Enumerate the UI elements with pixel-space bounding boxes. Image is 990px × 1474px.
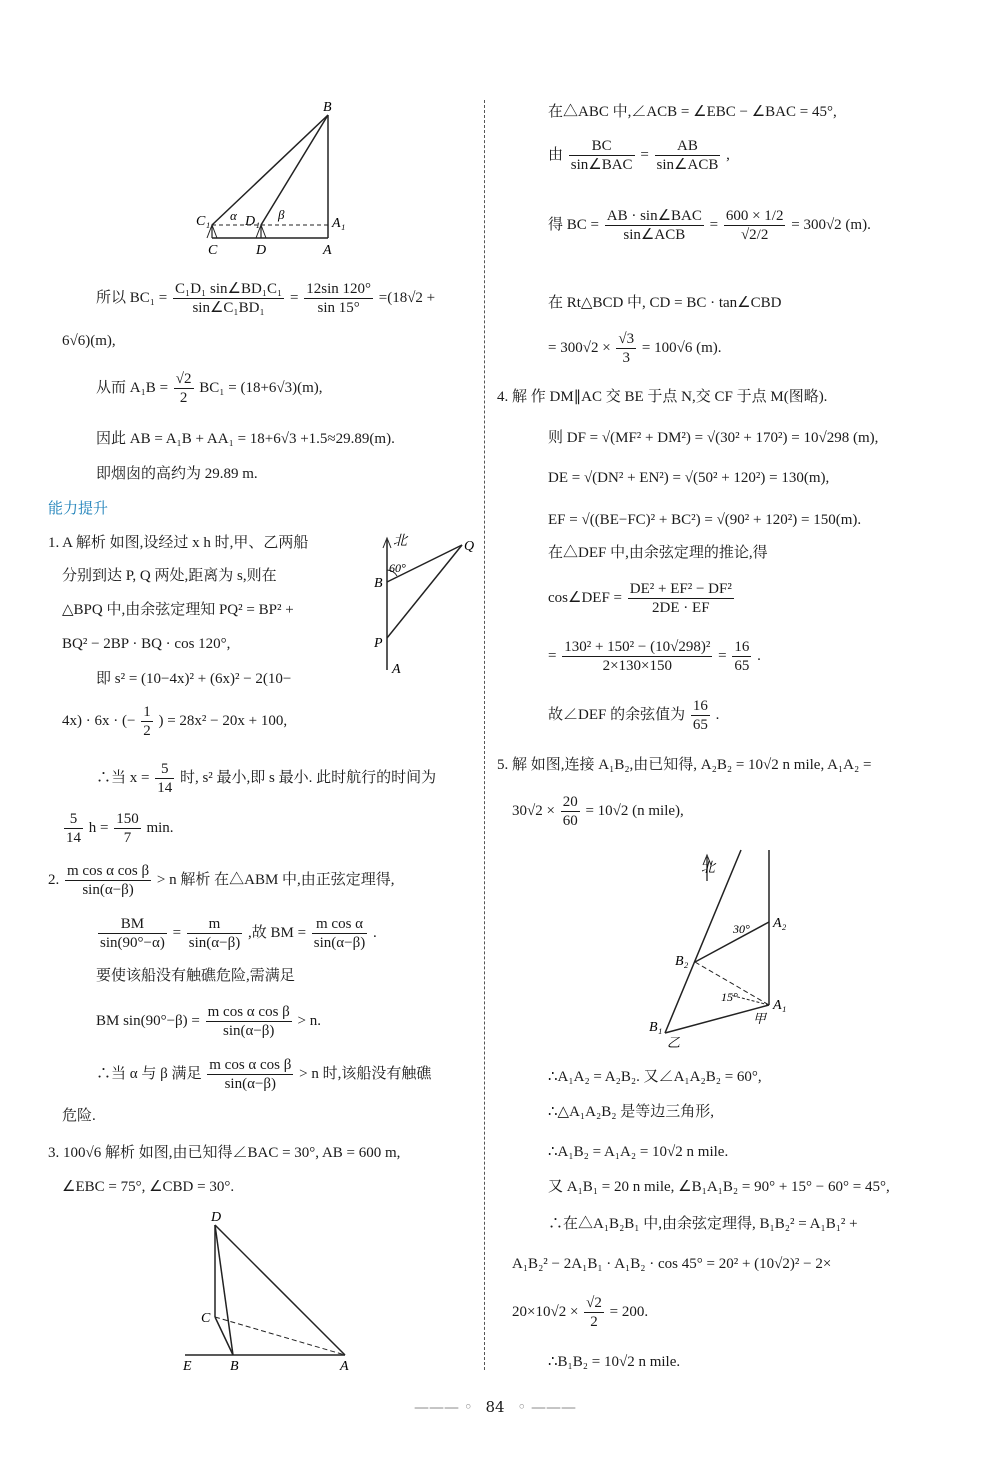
page-number: 84 [485, 1398, 505, 1416]
fig1-label-B: B [323, 100, 332, 115]
right-line-3: 得 BC = $\frac{\text{AB · sin∠BAC}}{\text{sin∠ACB}}$ = $\frac{600 \times 1/2}{√2/2}$ = 300√2 (m). [548, 208, 871, 243]
p1-line-7: ∴当 x = $\frac{5}{14}$ 时, s² 最小,即 s 最小. 此时航行的时间为 [96, 761, 437, 796]
right-line-15: 30√2 × $\frac{20}{60}$ = 10√2 (n mile), [512, 794, 684, 829]
right-line-5: = 300√2 × $\frac{√3}{3}$ = 100√6 (m). [548, 331, 722, 366]
right-line-9: EF = √((BE−FC)² + BC²) = √(90² + 120²) = 150(m). [548, 512, 862, 528]
figure-navigation [645, 845, 805, 1050]
p2-line-6: 危险. [62, 1108, 96, 1124]
right-line-7: 则 DF = √(MF² + DM²) = √(30² + 170²) = 10√298 (m), [548, 430, 879, 446]
right-line-14: 5. 解 如图,连接 A₁B₂,由已知得, A₂B₂ = 10√2 n mile, A₁A₂ = [497, 757, 872, 773]
p2-line-1: 2. $\frac{\text{m cos α cos β}}{\sin(\alpha-\beta)}$ > n 解析 在△ABM 中,由正弦定理得, [48, 863, 395, 898]
section-heading: 能力提升 [48, 499, 109, 517]
right-line-1: 在△ABC 中,∠ACB = ∠EBC − ∠BAC = 45°, [548, 104, 837, 120]
fig1-label-D: D [256, 243, 267, 258]
fig4-label-B1: B₁ [649, 1020, 663, 1035]
fig4-label-north: 北 [701, 861, 715, 876]
p1-line-5: 即 s² = (10−4x)² + (6x)² − 2(10− [96, 671, 292, 687]
fig2-label-north: 北 [393, 534, 407, 549]
p3-line-1: 3. 100√6 解析 如图,由已知得∠BAC = 30°, AB = 600 m, [48, 1145, 401, 1161]
p1-line-6: 4x) · 6x · (− $\frac{1}{2}$ ) = 28x² − 20x + 100, [62, 704, 288, 739]
fig3-label-A: A [340, 1359, 349, 1374]
fig4-label-jia: 甲 [753, 1011, 767, 1026]
p1-line-1: 1. A 解析 如图,设经过 x h 时,甲、乙两船 [48, 535, 309, 551]
p1-line-2: 分别到达 P, Q 两处,距离为 s,则在 [62, 568, 277, 584]
fig4-label-yi: 乙 [667, 1035, 681, 1050]
fig1-label-C: C [208, 243, 218, 258]
right-line-17: ∴△A₁A₂B₂ 是等边三角形, [548, 1104, 714, 1120]
right-line-13: 故∠DEF 的余弦值为 $\frac{16}{65}$ . [548, 698, 720, 733]
right-line-23: ∴B₁B₂ = 10√2 n mile. [548, 1354, 681, 1370]
right-line-10: 在△DEF 中,由余弦定理的推论,得 [548, 545, 768, 561]
right-line-21: A₁B₂² − 2A₁B₁ · A₁B₂ · cos 45° = 20² + (10√2)² − 2× [512, 1256, 832, 1272]
right-line-19: 又 A₁B₁ = 20 n mile, ∠B₁A₁B₂ = 90° + 15° − 60° = 45°, [548, 1179, 890, 1195]
fig3-label-E: E [183, 1359, 192, 1374]
fig1-label-alpha: α [230, 208, 237, 223]
right-line-4: 在 Rt△BCD 中, CD = BC · tan∠CBD [548, 295, 782, 311]
p2-line-2: $\frac{BM}{\sin(90^\circ-\alpha)}$ = $\frac{m}{\sin(\alpha-\beta)}$ ,故 BM = $\frac{\text{m cos α}}{\sin(\alpha-\beta)}$ . [100, 916, 377, 951]
fig4-label-B2: B₂ [675, 954, 689, 969]
fig2-label-angle: 60° [389, 561, 406, 575]
figure-ships [362, 530, 482, 680]
p2-line-3: 要使该船没有触礁危险,需满足 [96, 968, 295, 984]
fig2-label-A: A [392, 662, 401, 677]
right-line-20: ∴在△A₁B₂B₁ 中,由余弦定理得, B₁B₂² = A₁B₁² + [548, 1216, 858, 1232]
fig2-label-B: B [374, 576, 383, 591]
left-line-3: 从而 A₁B = $\frac{√2}{2}$ BC₁ = (18+6√3)(m), [96, 371, 323, 406]
fig4-label-15: 15° [721, 990, 738, 1004]
fig1-label-beta: β [278, 207, 285, 222]
fig3-label-B: B [230, 1359, 239, 1374]
page-number-footer: ——— ◦ 84 ◦ ——— [414, 1398, 576, 1416]
left-line-1: 所以 BC₁ = $\frac{\text{C₁D₁ sin∠BD₁C₁}}{\text{sin∠C₁BD₁}}$ = $\frac{12\sin 120^\circ}{\sin 15^\circ}$ =(18√2 + [96, 281, 436, 316]
left-line-5: 即烟囱的高约为 29.89 m. [96, 466, 258, 482]
p2-line-5: ∴当 α 与 β 满足 $\frac{\text{m cos α cos β}}{\sin(\alpha-\beta)}$ > n 时,该船没有触礁 [96, 1057, 432, 1092]
p3-line-2: ∠EBC = 75°, ∠CBD = 30°. [62, 1179, 235, 1195]
fig4-label-A2: A₂ [773, 916, 787, 931]
right-line-2: 由 $\frac{BC}{\text{sin∠BAC}}$ = $\frac{AB}{\text{sin∠ACB}}$ , [548, 138, 730, 173]
left-line-4: 因此 AB = A₁B + AA₁ = 18+6√3 +1.5≈29.89(m). [96, 431, 395, 447]
fig1-label-A1: A₁ [332, 216, 346, 231]
right-line-16: ∴A₁A₂ = A₂B₂. 又∠A₁A₂B₂ = 60°, [548, 1069, 762, 1085]
right-line-11: cos∠DEF = $\frac{\text{DE² + EF² − DF²}}{2DE \cdot EF}$ [548, 581, 732, 616]
right-line-22: 20×10√2 × $\frac{√2}{2}$ = 200. [512, 1295, 649, 1330]
fig3-label-D: D [211, 1210, 222, 1225]
figure-chimney [190, 95, 360, 260]
right-line-12: = $\frac{\text{130² + 150² − (10√298)²}}{2\times 130\times 150}$ = $\frac{16}{65}$ . [548, 639, 761, 674]
fig4-label-30: 30° [733, 922, 750, 936]
p2-line-4: BM sin(90°−β) = $\frac{\text{m cos α cos β}}{\sin(\alpha-\beta)}$ > n. [96, 1004, 322, 1039]
left-line-2: 6√6)(m), [62, 333, 116, 349]
p1-line-3: △BPQ 中,由余弦定理知 PQ² = BP² + [62, 602, 294, 618]
right-line-8: DE = √(DN² + EN²) = √(50² + 120²) = 130(m), [548, 470, 830, 486]
fig4-label-A1: A₁ [773, 998, 787, 1013]
p1-line-8: $\frac{5}{14}$ h = $\frac{150}{7}$ min. [66, 811, 174, 846]
figure-cliff [175, 1205, 365, 1375]
fig2-label-Q: Q [464, 539, 475, 554]
fig1-label-C1: C₁ [196, 214, 211, 229]
fig1-label-A: A [323, 243, 332, 258]
column-divider [484, 100, 485, 1370]
fig2-label-P: P [374, 636, 383, 651]
right-line-18: ∴A₁B₂ = A₁A₂ = 10√2 n mile. [548, 1144, 729, 1160]
fig3-label-C: C [201, 1311, 211, 1326]
p1-line-4: BQ² − 2BP · BQ · cos 120°, [62, 636, 231, 652]
right-line-6: 4. 解 作 DM∥AC 交 BE 于点 N,交 CF 于点 M(图略). [497, 389, 828, 405]
fig1-label-D1: D₁ [245, 214, 260, 229]
